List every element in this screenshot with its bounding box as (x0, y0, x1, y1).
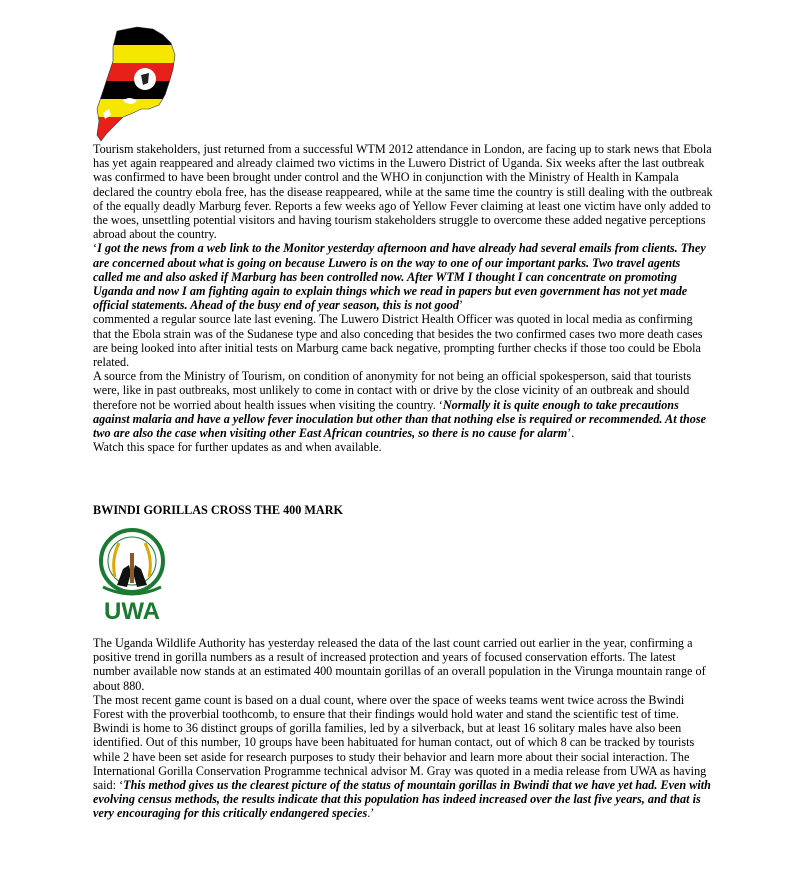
uwa-logo-image (93, 525, 171, 623)
paragraph-lead: A source from the Ministry of Tourism, on condition of anonymity for not being an official spokesperson, said that tourists were, like in past outbreaks, most unlikely to come in contact with or drive by the close vicinity of an outbreak and should therefore not be worried about health issues when visiting the country. ‘ (93, 369, 692, 412)
article-paragraph: The Uganda Wildlife Authority has yesterday released the data of the last count carried out earlier in the year, confirming a positive trend in gorilla numbers as a result of increased protection and years of focused conservation efforts. The latest number available now stands at an estimated 400 mountain gorillas of an overall population in the Virunga mountain range of about 880. (93, 636, 706, 693)
igcp-quote: This method gives us the clearest picture of the status of mountain gorillas in Bwindi that we have yet had. Even with evolving census methods, the results indicate that this population has indeed increased over the last five years, and that is very encouraging for this critically endangered species (93, 778, 711, 821)
quote-open: ‘ (93, 241, 98, 256)
article-paragraph: The most recent game count is based on a dual count, where over the space of weeks teams went twice across the Bwindi Forest with the proverbial toothcomb, to ensure that their findings would hold water and stand the scientific test of time. (93, 692, 685, 722)
quote-close: ’ (458, 298, 464, 313)
article-heading: BWINDI GORILLAS CROSS THE 400 MARK (93, 503, 344, 517)
stakeholder-quote: I got the news from a web link to the Monitor yesterday afternoon and have already had several emails from clients. They are concerned about what is going on because Luwero is on the way to one of our important parks. Two travel agents called me and also asked if Marburg has been controlled now. After WTM I thought I can concentrate on promoting Uganda and now I am fighting again to explain things which we read in papers but even government has not yet made official statements. Ahead of the busy end of year season, this is not good (93, 241, 706, 313)
ministry-quote-paragraph (93, 369, 713, 440)
paragraph-lead: Bwindi is home to 36 distinct groups of gorilla families, led by a silverback, but at least 16 solitary males have also been identified. Out of this number, 10 groups have been habituated for human contact, out of which 8 can be tracked by tourists while 2 have been set aside for research purposes to study their behavior and learn more about their social interaction. The International Gorilla Conservation Programme technical advisor M. Gray was quoted in a media release from UWA as having said: ‘ (93, 721, 707, 793)
gorilla-article (93, 636, 713, 821)
quote-close: ’. (567, 426, 575, 441)
uganda-flag-map-image (93, 25, 177, 143)
article-paragraph: commented a regular source late last evening. The Luwero District Health Officer was quoted in local media as confirming that the Ebola strain was of the Sudanese type and also conceding that besides the two confirmed cases two more death cases are being looked into after initial tests on Marburg came back negative, prompting further checks if those too could be Ebola related. (93, 312, 703, 370)
uwa-logo-text: UWA (104, 598, 160, 623)
quote-close: .’ (367, 806, 375, 821)
igcp-quote-paragraph (93, 721, 713, 820)
ebola-article (93, 142, 713, 454)
article-paragraph: Tourism stakeholders, just returned from a successful WTM 2012 attendance in London, are facing up to stark news that Ebola has yet again reappeared and already claimed two victims in the Luwero District of Uganda. Six weeks after the last outbreak was confirmed to have been brought under control and the WHO in conjunction with the Ministry of Health in Kampala declared the country ebola free, has the disease reappeared, while at the same time the country is still dealing with the outbreak of the equally deadly Marburg fever. Reports a few weeks ago of Yellow Fever claiming at least one victim have only added to the woes, unsettling potential visitors and having tourism stakeholders struggle to overcome these added negative perceptions abroad about the country. (93, 142, 713, 242)
stakeholder-quote-paragraph (93, 241, 713, 312)
ministry-quote: Normally it is quite enough to take precautions against malaria and have a yellow fever inoculation but other than that nothing else is required or recommended. At those two are also the case when visiting other East African countries, so there is no cause for alarm (93, 397, 707, 441)
article-paragraph: Watch this space for further updates as and when available. (93, 440, 382, 455)
